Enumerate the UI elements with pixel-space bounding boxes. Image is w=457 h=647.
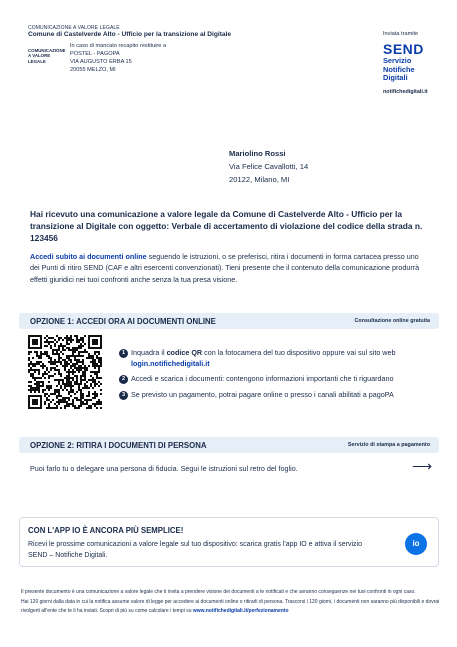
qr-code-label: codice QR xyxy=(166,348,203,357)
step-2: 2 Accedi e scarica i documenti: contengono informazioni importanti che ti riguardano xyxy=(119,374,429,385)
send-brand xyxy=(383,31,453,95)
step-number: 2 xyxy=(119,375,128,384)
notice-text: Accedi subito ai documenti online seguendo le istruzioni, o se preferisci, ritira i documenti in forma cartacea presso uno dei Punti di ritiro SEND (CAF e altri esercenti convenzionati). Tieni presente che il contenuto della comunicazione produrrà effetti giuridici nei tuoi confronti anche senza la tua presa visione. xyxy=(30,252,420,284)
step-number: 1 xyxy=(119,349,128,358)
return-address: In caso di mancato recapito restituire a POSTEL - PAGOPA VIA AUGUSTO ERBA 15 20055 MELZO, MI xyxy=(70,43,167,73)
return-legal-label: COMUNICAZIONE A VALORE LEGALE xyxy=(28,48,66,64)
footer-link[interactable]: www.notifichedigitali.it/perfezionamento xyxy=(192,608,289,615)
app-io-title: CON L'APP IO È ANCORA PIÙ SEMPLICE! xyxy=(28,526,184,535)
footer-line-2: Hai 120 giorni dalla data in cui la notifica assume valore di legge per accedere ai documenti online o ritirarli di persona. Trascorsi i 120 giorni, i documenti non saranno più disponibili e dovrai rivolgerti all'ente che te li ha inviati. Scopri di più su come calcolare i tempi su www.notifichedigitali.it/perfezionamento xyxy=(21,598,440,615)
recipient-street: Via Felice Cavallotti, 14 xyxy=(229,162,309,171)
footer-notes xyxy=(21,588,441,617)
step-3: 3 Se previsto un pagamento, potrai pagare online o presso i canali abilitati a pagoPA xyxy=(119,390,429,401)
arrow-right-icon[interactable]: ⟶ xyxy=(412,458,433,474)
app-io-text: Ricevi le prossime comunicazioni a valore legale sul tuo dispositivo: scarica gratis l'app IO e attiva il servizio SEND – Notifiche Digitali. xyxy=(28,541,362,559)
step-number: 3 xyxy=(119,391,128,400)
option2-title: OPZIONE 2: RITIRA I DOCUMENTI DI PERSONA xyxy=(30,441,207,450)
recipient-block xyxy=(229,147,308,186)
notice-bold-lead: Accedi subito ai documenti online xyxy=(30,252,147,261)
sender-name: Comune di Castelverde Alto - Ufficio per la transizione al Digitale xyxy=(28,31,232,38)
login-link[interactable]: login.notifichedigitali.it xyxy=(131,358,210,368)
option1-tag: Consultazione online gratuita xyxy=(354,318,430,324)
option1-title: OPZIONE 1: ACCEDI ORA AI DOCUMENTI ONLINE xyxy=(30,317,216,326)
step-1: 1 Inquadra il codice QR con la fotocamera del tuo dispositivo oppure vai sul sito web login.notifichedigitali.it xyxy=(119,348,429,369)
send-site: notifichedigitali.it xyxy=(383,88,428,95)
legal-label: COMUNICAZIONE A VALORE LEGALE xyxy=(28,25,120,31)
recipient-name: Mariolino Rossi xyxy=(229,149,286,158)
footer-line-1: Il presente documento è una comunicazione a valore legale che ti invita a prendere visione dei documenti a te notificati e che avranno conseguenze nei tuoi confronti in ogni caso. xyxy=(21,589,416,595)
option2-tag: Servizio di stampa a pagamento xyxy=(347,442,430,448)
send-logo: SEND xyxy=(383,41,424,57)
io-logo-icon[interactable]: io xyxy=(405,533,427,555)
sent-via-label: Inviata tramite xyxy=(383,31,419,37)
send-subtitle: Servizio Notifiche Digitali xyxy=(383,56,415,82)
option2-text: Puoi farlo tu o delegare una persona di fiducia. Segui le istruzioni sul retro del foglio. xyxy=(30,464,298,473)
recipient-city: 20122, Milano, MI xyxy=(229,175,290,184)
notice-title: Hai ricevuto una comunicazione a valore legale da Comune di Castelverde Alto - Ufficio per la transizione al Digitale con oggetto: Verbale di accertamento di violazione del codice della strada n. 123456 xyxy=(30,209,423,243)
qr-code[interactable] xyxy=(28,335,102,409)
